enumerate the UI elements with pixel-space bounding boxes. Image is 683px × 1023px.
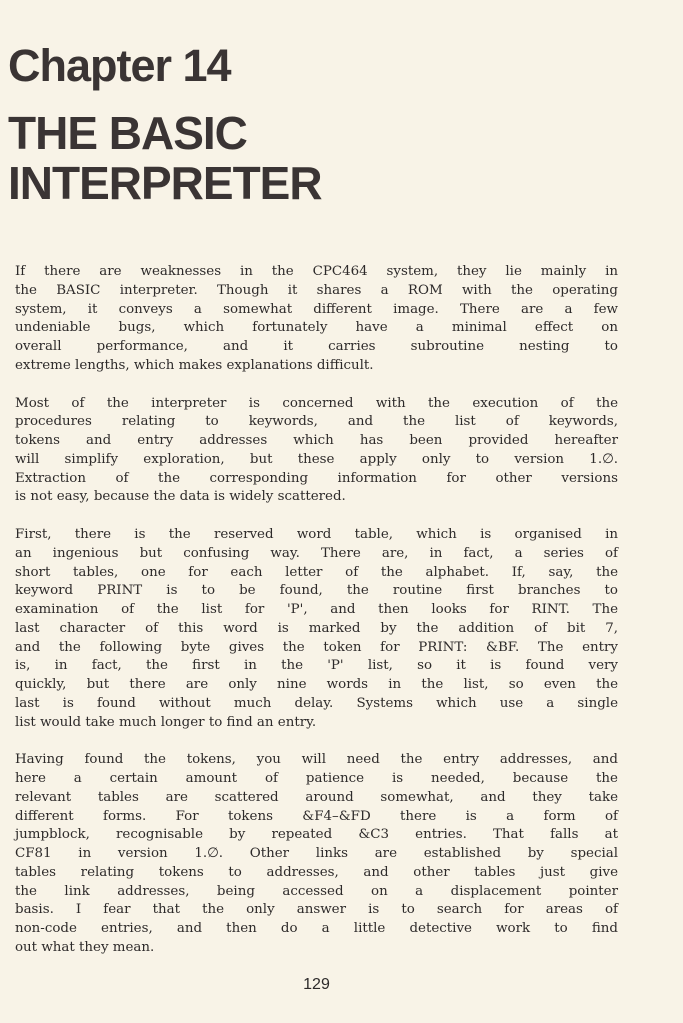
text-line: quickly, but there are only nine words in the list, so even the — [15, 677, 618, 692]
text-line: examination of the list for 'P', and then looks for RINT. The — [15, 602, 618, 617]
text-line: CF81 in version 1.∅. Other links are established by special — [15, 846, 618, 861]
chapter-number: Chapter 14 — [8, 40, 231, 91]
paragraph — [15, 395, 618, 508]
text-line: the BASIC interpreter. Though it shares a ROM with the operating — [15, 282, 618, 298]
text-line: is not easy, because the data is widely scattered. — [15, 489, 346, 505]
text-line: here a certain amount of patience is needed, because the — [15, 771, 618, 786]
text-line: Having found the tokens, you will need the entry addresses, and — [15, 752, 618, 768]
text-line: is, in fact, the first in the 'P' list, so it is found very — [15, 658, 618, 674]
text-line: and the following byte gives the token for PRINT: &BF. The entry — [15, 639, 618, 655]
text-line: different forms. For tokens &F4–&FD there is a form of — [15, 808, 618, 824]
text-line: last character of this word is marked by the addition of bit 7, — [15, 620, 618, 636]
text-line: Most of the interpreter is concerned with the execution of the — [15, 395, 618, 411]
text-line: procedures relating to keywords, and the list of keywords, — [15, 414, 618, 430]
text-line: will simplify exploration, but these apply only to version 1.∅. — [15, 451, 618, 467]
text-line: the link addresses, being accessed on a displacement pointer — [15, 883, 618, 899]
text-line: tokens and entry addresses which has been provided hereafter — [15, 433, 618, 448]
chapter-title — [8, 108, 322, 208]
text-line: system, it conveys a somewhat different image. There are a few — [15, 301, 618, 317]
paragraph — [15, 263, 618, 376]
text-line: short tables, one for each letter of the alphabet. If, say, the — [15, 564, 618, 580]
text-line: basis. I fear that the only answer is to search for areas of — [15, 902, 618, 918]
text-line: keyword PRINT is to be found, the routine first branches to — [15, 583, 618, 599]
text-line: an ingenious but confusing way. There are, in fact, a series of — [15, 545, 618, 561]
chapter-title-line: INTERPRETER — [8, 157, 322, 209]
text-line: list would take much longer to find an entry. — [15, 714, 317, 730]
page-number: 129 — [303, 976, 330, 993]
text-line: overall performance, and it carries subroutine nesting to — [15, 339, 618, 354]
paragraph — [15, 526, 618, 732]
text-line: If there are weaknesses in the CPC464 system, they lie mainly in — [15, 264, 618, 279]
paragraph — [15, 751, 618, 957]
text-line: jumpblock, recognisable by repeated &C3 entries. That falls at — [15, 827, 618, 843]
text-line: undeniable bugs, which fortunately have a minimal effect on — [15, 320, 618, 336]
text-line: Extraction of the corresponding information for other versions — [15, 470, 618, 486]
text-line: extreme lengths, which makes explanations difficult. — [15, 357, 374, 373]
text-line: tables relating tokens to addresses, and other tables just give — [15, 864, 618, 880]
text-line: last is found without much delay. Systems which use a single — [15, 695, 618, 711]
text-line: relevant tables are scattered around somewhat, and they take — [15, 789, 618, 805]
text-line: First, there is the reserved word table, which is organised in — [15, 527, 618, 542]
body-text — [15, 263, 618, 977]
chapter-title-line: THE BASIC — [8, 107, 247, 159]
text-line: out what they mean. — [15, 939, 155, 955]
text-line: non-code entries, and then do a little detective work to find — [15, 921, 618, 936]
